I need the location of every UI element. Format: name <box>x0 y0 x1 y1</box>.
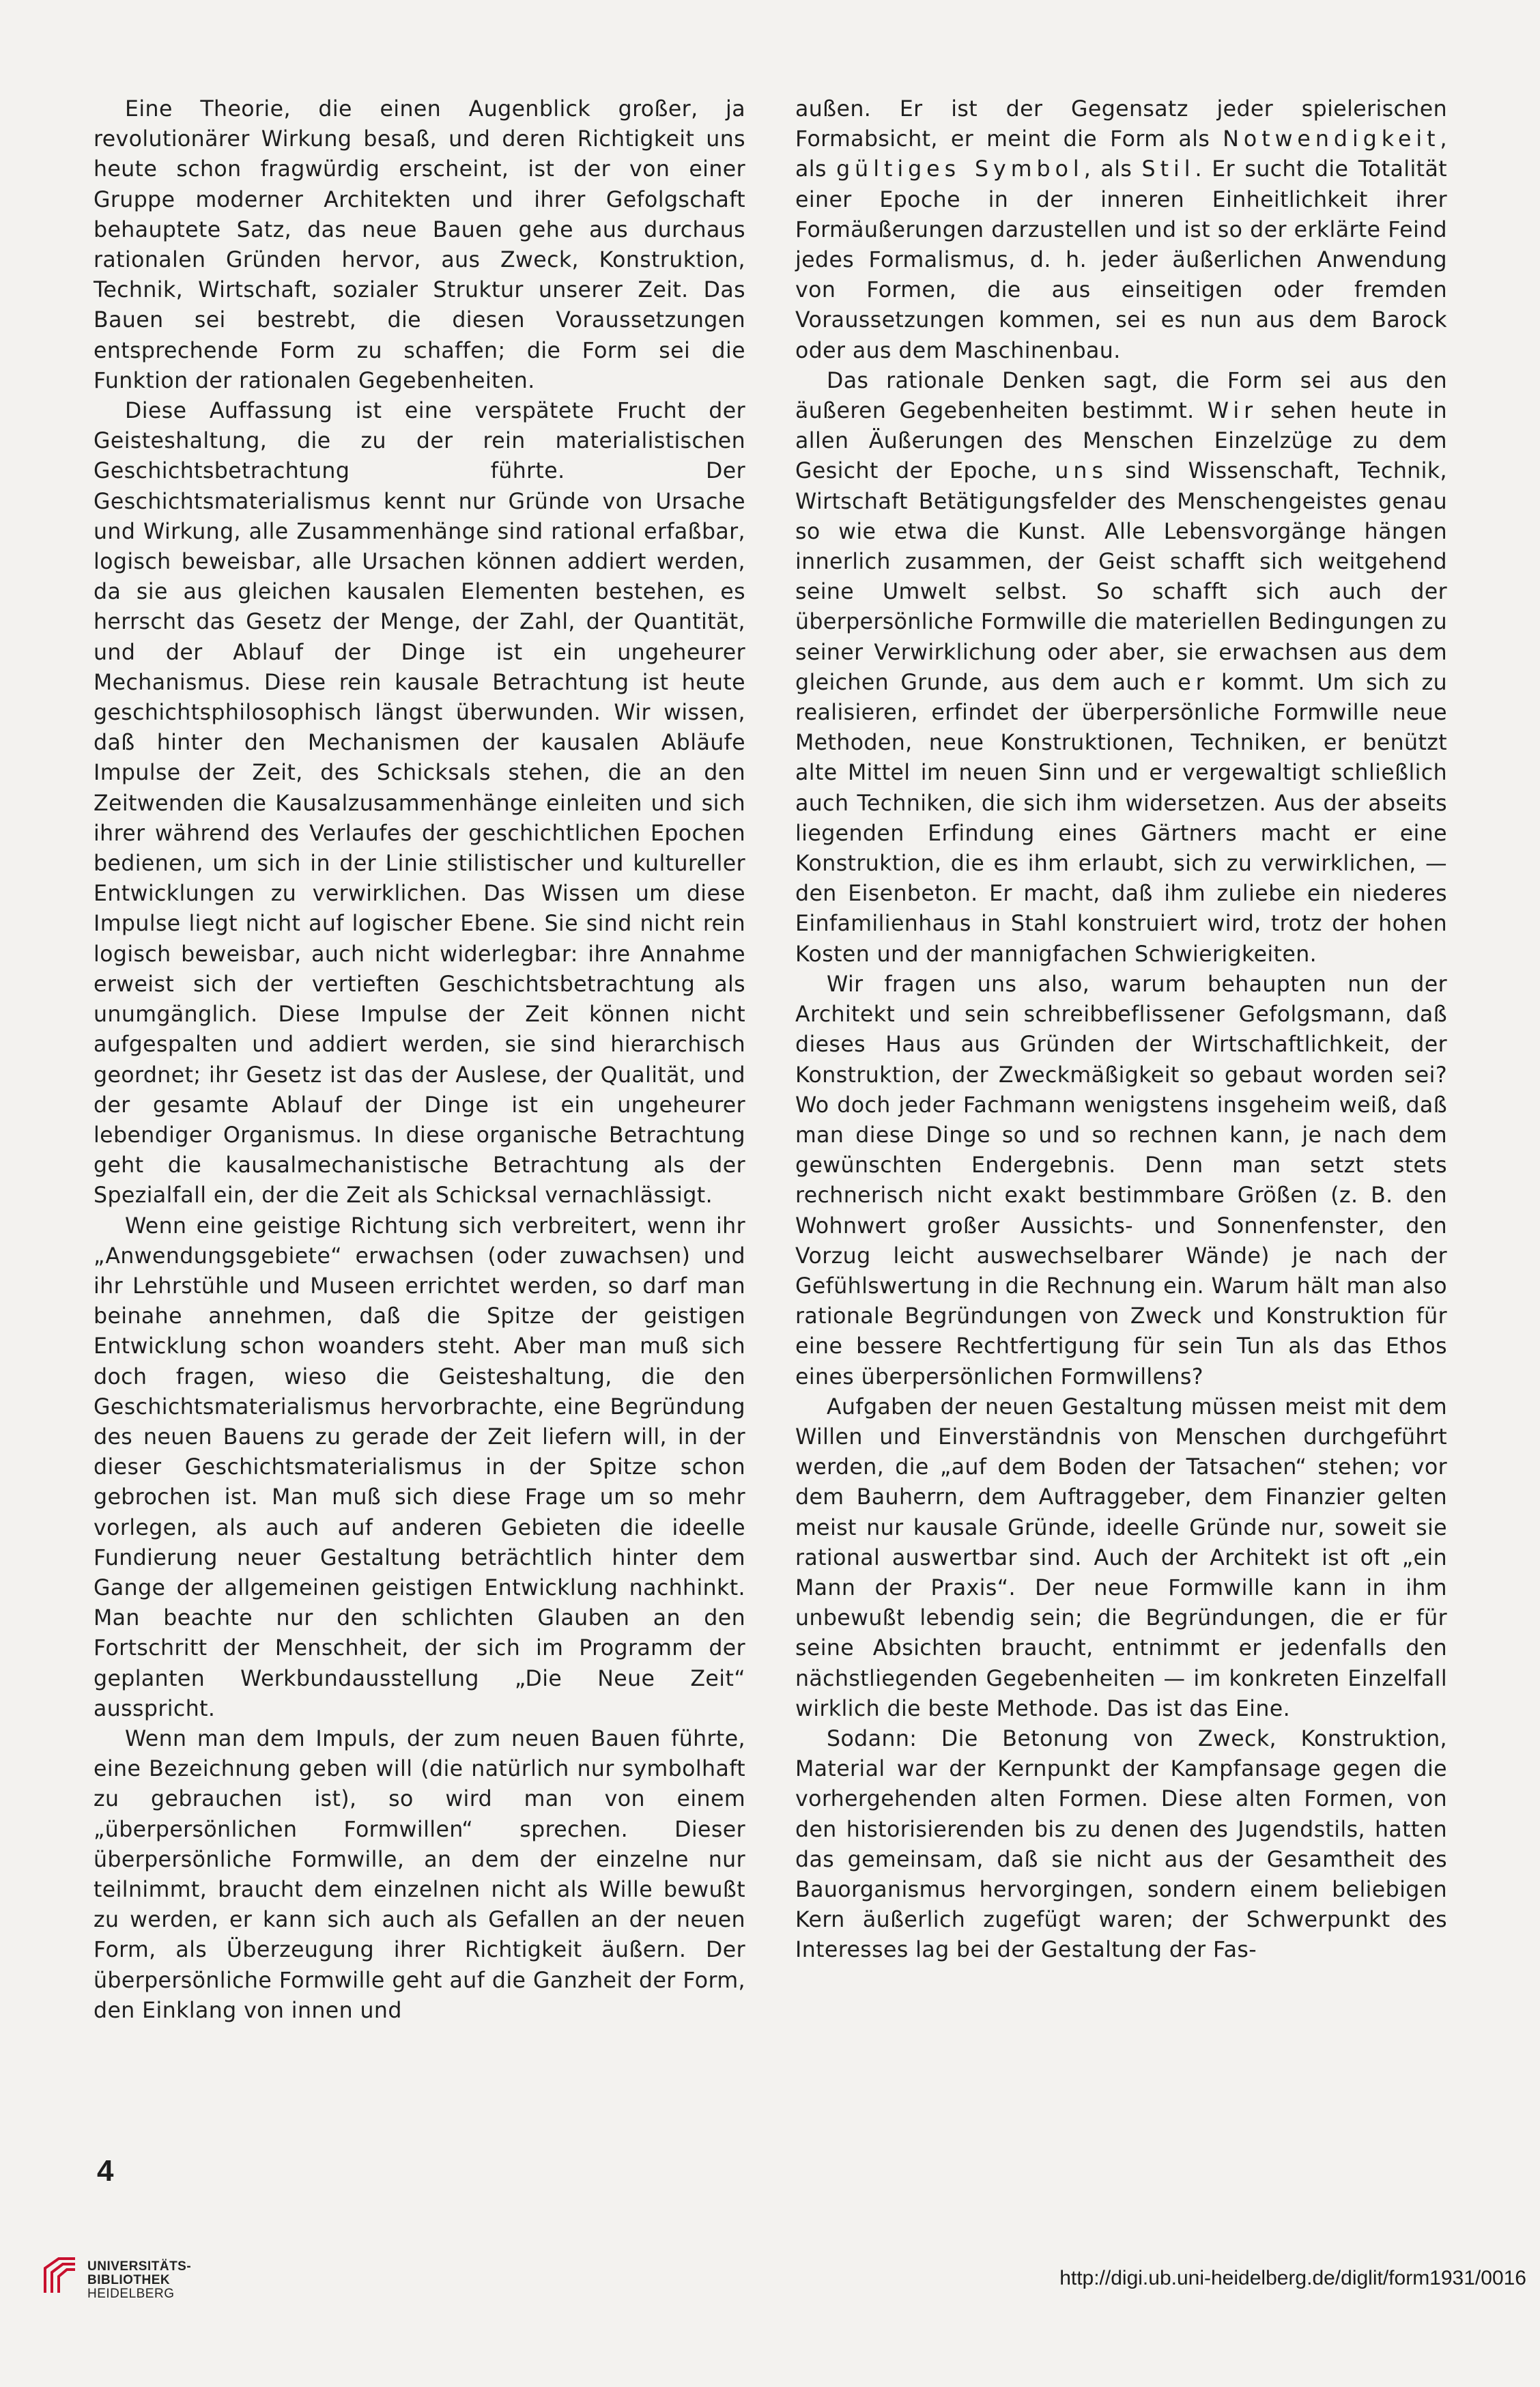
text-run: , als <box>1083 157 1142 182</box>
text-run: , als <box>795 127 1447 182</box>
paragraph: Wir fragen uns also, warum behaupten nun der Architekt und sein schreibbeflissener Gefolgsmann, daß dieses Haus aus Gründen der Wirtschaftlichkeit, der Konstruktion, der Zweckmäßigkeit so gebaut worden sei? Wo doch jeder Fachmann wenigstens insgeheim weiß, daß man diese Dinge so und so rechnen kann, je nach dem gewünschten Endergebnis. Denn man setzt stets rechnerisch nicht exakt bestimmbare Größen (z. B. den Wohnwert großer Aussichts- und Sonnenfenster, den Vorzug leicht auswechselbarer Wände) je nach der Gefühlswertung in die Rechnung ein. Warum hält man also rationale Begründungen von Zweck und Konstruktion für eine bessere Rechtfertigung für sein Tun als das Ethos eines überpersönlichen Formwillens? <box>795 972 1447 1389</box>
text-run: . Er sucht die Totalität einer Epoche in der inneren Einheitlichkeit ihrer Formäußerungen darzustellen und ist so der erklärte Feind jedes Formalismus, d. h. jeder äußerlichen Anwendung von Formen, die aus einseitigen oder fremden Voraussetzungen kommen, sei es nun aus dem Barock oder aus dem Maschinenbau. <box>795 157 1447 363</box>
emphasized-word: Wir <box>1207 399 1258 424</box>
library-name-line: BIBLIOTHEK <box>87 2273 171 2287</box>
paragraph <box>795 94 1447 366</box>
emphasized-word: uns <box>1055 459 1108 484</box>
paragraph: Wenn man dem Impuls, der zum neuen Bauen führte, eine Bezeichnung geben will (die natürlich nur symbolhaft zu gebrauchen ist), so wird man von einem „überpersönlichen Formwillen“ sprechen. Dieser überpersönliche Formwille, an dem der einzelne nur teilnimmt, braucht dem einzelnen nicht als Wille bewußt zu werden, er kann sich auch als Gefallen an der neuen Form, als Überzeugung ihrer Richtigkeit äußern. Der überpersönliche Formwille geht auf die Ganzheit der Form, den Einklang von innen und <box>94 1726 745 2023</box>
emphasized-word: er <box>1178 670 1210 695</box>
text-run: außen. Er ist der Gegensatz jeder spielerischen Formabsicht, er meint die Form als <box>795 97 1447 152</box>
emphasized-word: Notwendigkeit <box>1223 127 1440 152</box>
library-name <box>87 2260 191 2301</box>
text-run: kommt. Um sich zu realisieren, erfindet der überpersönliche Formwille neue Methoden, neue Konstruktionen, Techniken, er benützt alte Mittel im neuen Sinn und er vergewaltigt schließlich auch Techniken, die sich ihm widersetzen. Aus der abseits liegenden Erfindung eines Gärtners macht er eine Konstruktion, die es ihm erlaubt, sich zu verwirklichen, — den Eisenbeton. Er macht, daß ihm zuliebe ein niederes Einfamilienhaus in Stahl konstruiert wird, trotz der hohen Kosten und der mannigfachen Schwierigkeiten. <box>795 670 1447 967</box>
paragraph: Diese Auffassung ist eine verspätete Frucht der Geisteshaltung, die zu der rein materialistischen Geschichtsbetrachtung führte. Der Geschichtsmaterialismus kennt nur Gründe von Ursache und Wirkung, alle Zusammenhänge sind rational erfaßbar, logisch beweisbar, alle Ursachen können addiert werden, da sie aus gleichen kausalen Elementen bestehen, es herrscht das Gesetz der Menge, der Zahl, der Quantität, und der Ablauf der Dinge ist ein ungeheurer Mechanismus. Diese rein kausale Betrachtung ist heute geschichtsphilosophisch längst überwunden. Wir wissen, daß hinter den Mechanismen der kausalen Abläufe Impulse der Zeit, des Schicksals stehen, die an den Zeitwenden die Kausalzusammenhänge einleiten und sich ihrer während des Verlaufes der geschichtlichen Epochen bedienen, um sich in der Linie stilistischer und kultureller Entwicklungen zu verwirklichen. Das Wissen um diese Impulse liegt nicht auf logischer Ebene. Sie sind nicht rein logisch beweisbar, auch nicht widerlegbar: ihre Annahme erweist sich der vertieften Geschichtsbetrachtung als unumgänglich. Diese Impulse der Zeit können nicht aufgespalten und addiert werden, sie sind hierarchisch geordnet; ihr Gesetz ist das der Auslese, der Qualität, und der gesamte Ablauf der Dinge ist ein ungeheurer lebendiger Organismus. In diese organische Betrachtung geht die kausalmechanistische Betrachtung als der Spezialfall ein, der die Zeit als Schicksal vernachlässigt. <box>94 399 745 1209</box>
emphasized-word: Stil <box>1141 157 1195 182</box>
paragraph: Wenn eine geistige Richtung sich verbreitert, wenn ihr „Anwendungsgebiete“ erwachsen (oder zuwachsen) und ihr Lehrstühle und Museen errichtet werden, so darf man beinahe annehmen, daß die Spitze der geistigen Entwicklung schon woanders steht. Aber man muß sich doch fragen, wieso die Geisteshaltung, die den Geschichtsmaterialismus hervorbrachte, eine Begründung des neuen Bauens zu gerade der Zeit liefern will, in der dieser Geschichtsmaterialismus in der Spitze schon gebrochen ist. Man muß sich diese Frage um so mehr vorlegen, als auch auf anderen Gebieten die ideelle Fundierung neuer Gestaltung beträchtlich hinter dem Gange der allgemeinen geistigen Entwicklung nachhinkt. Man beachte nur den schlichten Glauben an den Fortschritt der Menschheit, der sich im Programm der geplanten Werkbundausstellung „Die Neue Zeit“ ausspricht. <box>94 1213 745 1721</box>
text-run: Das rationale Denken sagt, die Form sei aus den äußeren Gegebenheiten bestimmt. <box>795 368 1447 424</box>
text-column-left <box>94 94 745 2026</box>
library-name-line: UNIVERSITÄTS- <box>87 2259 192 2274</box>
text-column-right <box>795 94 1447 1966</box>
emphasized-word: gültiges Symbol <box>836 157 1084 182</box>
text-run: sind Wissenschaft, Technik, Wirtschaft Betätigungsfelder des Menschengeistes genau so wie etwa die Kunst. Alle Lebensvorgänge hängen innerlich zusammen, der Geist schafft sich weitgehend seine Umwelt selbst. So schafft sich auch der überpersönliche Formwille die materiellen Bedingungen zu seiner Verwirklichung oder aber, sie erwachsen aus dem gleichen Grunde, aus dem auch <box>795 459 1447 695</box>
library-name-line: HEIDELBERG <box>87 2287 175 2301</box>
footer <box>0 2240 1540 2387</box>
text-run: sehen heute in allen Äußerungen des Menschen Einzelzüge zu dem Gesicht der Epoche, <box>795 399 1447 484</box>
paragraph: Aufgaben der neuen Gestaltung müssen meist mit dem Willen und Einverständnis von Menschen durchgeführt werden, die „auf dem Boden der Tatsachen“ stehen; vor dem Bauherrn, dem Auftraggeber, dem Finanzier gelten meist nur kausale Gründe, ideelle Gründe nur, soweit sie rational auswertbar sind. Auch der Architekt ist oft „ein Mann der Praxis“. Der neue Formwille kann in ihm unbewußt lebendig sein; die Begründungen, die er für seine Absichten braucht, entnimmt er jedenfalls den nächstliegenden Gegebenheiten — im konkreten Einzelfall wirklich die beste Methode. Das ist das Eine. <box>795 1394 1447 1721</box>
library-logo-icon <box>40 2255 81 2296</box>
paragraph: Eine Theorie, die einen Augenblick großer, ja revolutionärer Wirkung besaß, und deren Richtigkeit uns heute schon fragwürdig erscheint, ist der von einer Gruppe moderner Architekten und ihrer Gefolgschaft behauptete Satz, das neue Bauen gehe aus durchaus rationalen Gründen hervor, aus Zweck, Konstruktion, Technik, Wirtschaft, sozialer Struktur unserer Zeit. Das Bauen sei bestrebt, die diesen Voraussetzungen entsprechende Form zu schaffen; die Form sei die Funktion der rationalen Gegebenheiten. <box>94 97 745 393</box>
paragraph <box>795 366 1447 970</box>
source-url-link[interactable]: http://digi.ub.uni-heidelberg.de/diglit/form1931/0016 <box>1059 2267 1526 2289</box>
page-number: 4 <box>97 2154 114 2188</box>
paragraph: Sodann: Die Betonung von Zweck, Konstruktion, Material war der Kernpunkt der Kampfansage gegen die vorhergehenden alten Formen. Diese alten Formen, von den historisierenden bis zu denen des Jugendstils, hatten das gemeinsam, daß sie nicht aus der Gesamtheit des Bauorganismus hervorgingen, sondern einem beliebigen Kern äußerlich zugefügt waren; der Schwerpunkt des Interesses lag bei der Gestaltung der Fas- <box>795 1726 1447 1963</box>
